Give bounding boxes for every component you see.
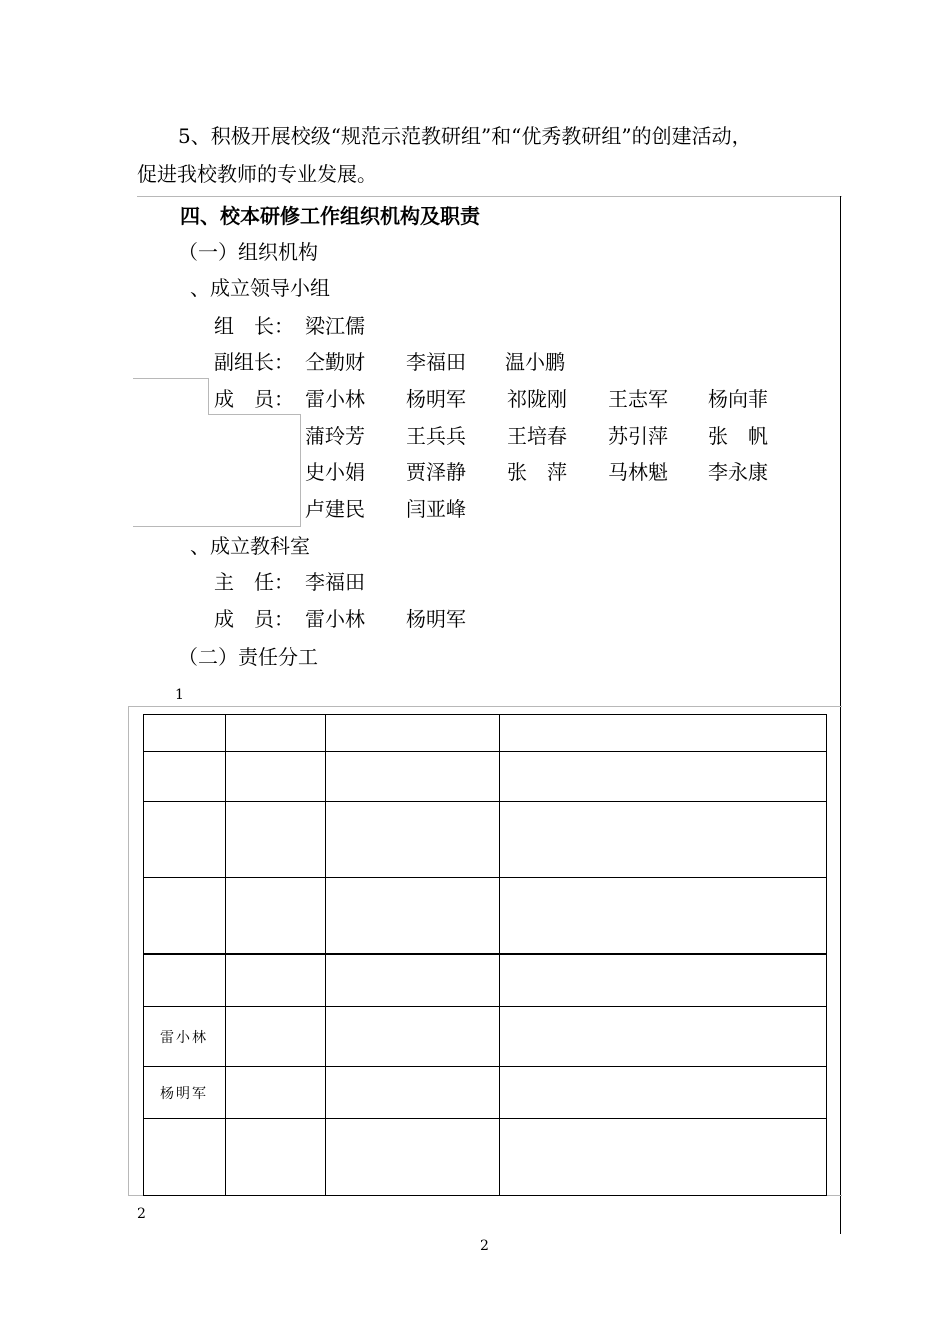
member-name: 杨明军: [406, 387, 466, 411]
table-border: [143, 714, 144, 1196]
member-name: 祁陇刚: [507, 387, 567, 411]
leader-label: 组 长：: [214, 314, 294, 338]
director-label: 主 任：: [214, 570, 294, 594]
inset-box-right: [300, 414, 301, 526]
member-name: 蒲玲芳: [305, 424, 365, 448]
member-name: 王志军: [608, 387, 668, 411]
member-name: 王培春: [507, 424, 567, 448]
inset-box-mid: [208, 414, 300, 415]
member-name: 张 萍: [507, 460, 567, 484]
table-border: [143, 801, 827, 802]
table-border: [143, 714, 827, 715]
member-name: 杨向菲: [708, 387, 768, 411]
table-2-caption: 2: [137, 1206, 147, 1222]
member-name: 雷小林: [305, 387, 365, 411]
inset-box-left: [208, 378, 209, 414]
subsection-1-title: （一）组织机构: [178, 240, 318, 264]
group-1-title: 、成立领导小组: [190, 276, 330, 300]
table-border: [826, 714, 827, 1196]
deputy-name: 仝勤财: [305, 350, 365, 374]
table-border: [225, 714, 226, 1196]
table-cell-name: 雷小林: [160, 1030, 208, 1046]
table-cell-name: 杨明军: [160, 1086, 208, 1102]
member-name: 史小娟: [305, 460, 365, 484]
member-name: 李永康: [708, 460, 768, 484]
table-1-caption: 1: [175, 687, 185, 703]
member-name: 苏引萍: [608, 424, 668, 448]
table-border: [499, 714, 500, 1196]
group-2-members-label: 成 员：: [214, 607, 294, 631]
frame-top-line: [137, 196, 842, 197]
section-4-title: 四、校本研修工作组织机构及职责: [180, 204, 480, 228]
deputy-name: 温小鹏: [505, 350, 565, 374]
table-border: [143, 1118, 827, 1119]
group-2-title: 、成立教科室: [190, 534, 310, 558]
member-name: 贾泽静: [406, 460, 466, 484]
member-name: 张 帆: [708, 424, 768, 448]
table-border: [143, 1006, 827, 1007]
member-name: 闫亚峰: [406, 497, 466, 521]
inset-box-bottom: [133, 526, 301, 527]
table-border: [325, 714, 326, 1196]
member-name: 卢建民: [305, 497, 365, 521]
table-border: [143, 877, 827, 878]
inset-box-top: [133, 378, 208, 379]
leader-name: 梁江儒: [305, 314, 365, 338]
member-name: 王兵兵: [406, 424, 466, 448]
member-name: 马林魁: [608, 460, 668, 484]
paragraph-5-line-1: 5、积极开展校级“规范示范教研组”和“优秀教研组”的创建活动，: [178, 124, 752, 148]
member-name: 杨明军: [406, 607, 466, 631]
paragraph-5-line-2: 促进我校教师的专业发展。: [137, 162, 377, 186]
page-number: 2: [480, 1238, 489, 1254]
subsection-2-title: （二）责任分工: [178, 645, 318, 669]
frame-right-line: [840, 196, 841, 1234]
table-border: [143, 1066, 827, 1067]
member-name: 雷小林: [305, 607, 365, 631]
members-label: 成 员：: [214, 387, 294, 411]
table-frame-top: [128, 706, 842, 707]
table-frame-left: [128, 706, 129, 1196]
table-border: [143, 1195, 827, 1196]
deputy-label: 副组长：: [214, 350, 294, 374]
table-border: [143, 953, 827, 955]
table-border: [143, 751, 827, 752]
director-name: 李福田: [305, 570, 365, 594]
deputy-name: 李福田: [406, 350, 466, 374]
